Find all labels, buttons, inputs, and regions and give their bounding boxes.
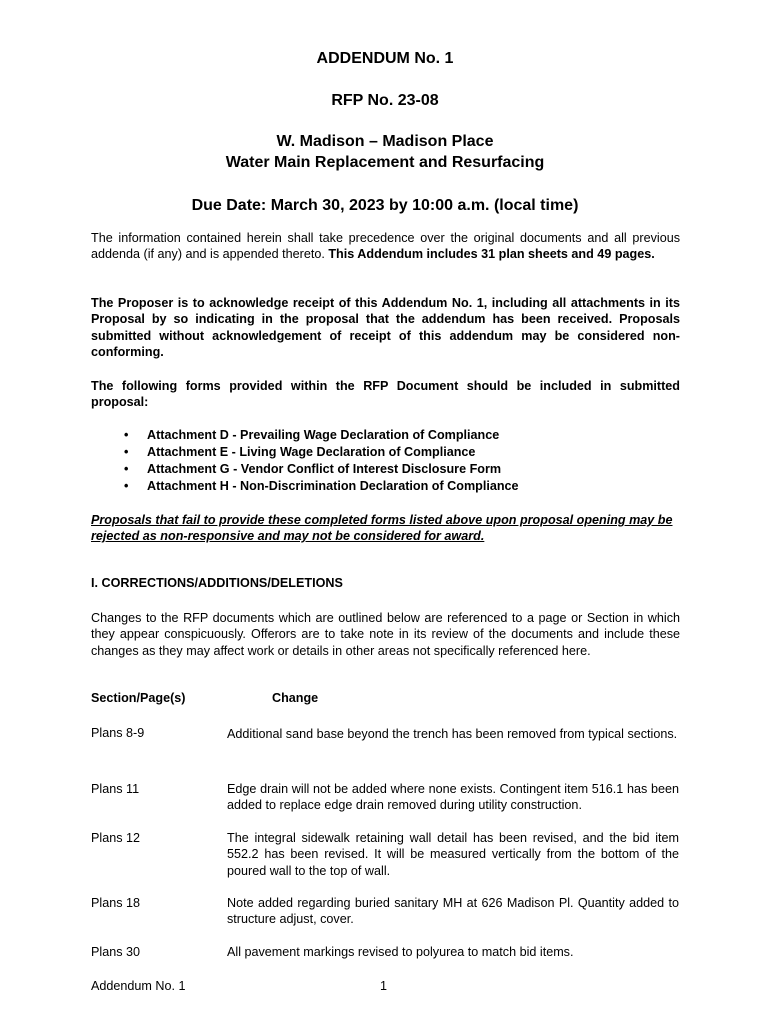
list-item: • Attachment G - Vendor Conflict of Interest Disclosure Form xyxy=(122,461,662,478)
change-row-section: Plans 18 xyxy=(91,896,141,910)
project-title-line2: Water Main Replacement and Resurfacing xyxy=(225,154,545,171)
change-row-section: Plans 11 xyxy=(91,782,140,796)
change-row-section: Plans 8-9 xyxy=(91,726,145,740)
due-date: Due Date: March 30, 2023 by 10:00 a.m. (local time) xyxy=(191,197,579,214)
change-row-section: Plans 30 xyxy=(91,945,141,959)
change-row-text: The integral sidewalk retaining wall detail has been revised, and the bid item 552.2 has been revised. It will be measured vertically from the bottom of the poured wall to the top of wall. xyxy=(227,831,679,878)
change-row-text: Additional sand base beyond the trench has been removed from typical sections. xyxy=(227,727,678,741)
list-item: • Attachment H - Non-Discrimination Declaration of Compliance xyxy=(122,478,662,495)
page-number: 1 xyxy=(380,979,388,993)
change-row-text: Edge drain will not be added where none exists. Contingent item 516.1 has been added to replace edge drain removed during utility construction. xyxy=(227,782,679,813)
list-item: • Attachment D - Prevailing Wage Declaration of Compliance xyxy=(122,427,662,444)
section-heading: I. CORRECTIONS/ADDITIONS/DELETIONS xyxy=(91,576,343,590)
forms-intro: The following forms provided within the RFP Document should be included in submitted proposal: xyxy=(91,379,680,410)
section-intro: Changes to the RFP documents which are outlined below are referenced to a page or Section in which they appear conspicuously. Offerors are to take note in its review of the documents and include these changes as they may affect work or details in other areas not specifically referenced here. xyxy=(91,611,680,658)
addendum-title: ADDENDUM No. 1 xyxy=(316,50,454,67)
change-row-text: Note added regarding buried sanitary MH at 626 Madison Pl. Quantity added to structure adjust, cover. xyxy=(227,896,679,927)
project-title-line1: W. Madison – Madison Place xyxy=(276,133,494,150)
intro-paragraph xyxy=(91,230,680,263)
change-row-section: Plans 12 xyxy=(91,831,141,845)
change-row-text: All pavement markings revised to polyurea to match bid items. xyxy=(227,945,574,959)
intro-text: The information contained herein shall take precedence over the original documents and all previous addenda (if any) and is appended thereto. xyxy=(91,231,680,262)
column-header-change: Change xyxy=(272,691,319,705)
acknowledge-paragraph: The Proposer is to acknowledge receipt of this Addendum No. 1, including all attachments in its Proposal by so indicating in the proposal that the addendum has been received. Proposals submitted without acknowledgement of receipt of this addendum may be considered non-conforming. xyxy=(91,296,680,359)
footer-label: Addendum No. 1 xyxy=(91,979,186,993)
list-item: • Attachment E - Living Wage Declaration of Compliance xyxy=(122,444,662,461)
forms-list xyxy=(122,427,662,495)
intro-bold-text: This Addendum includes 31 plan sheets and 49 pages. xyxy=(328,247,655,262)
column-header-section: Section/Page(s) xyxy=(91,691,186,705)
rejection-note: Proposals that fail to provide these completed forms listed above upon proposal opening may be rejected as non-responsive and may not be considered for award. xyxy=(91,513,673,544)
rfp-number: RFP No. 23-08 xyxy=(331,92,439,109)
